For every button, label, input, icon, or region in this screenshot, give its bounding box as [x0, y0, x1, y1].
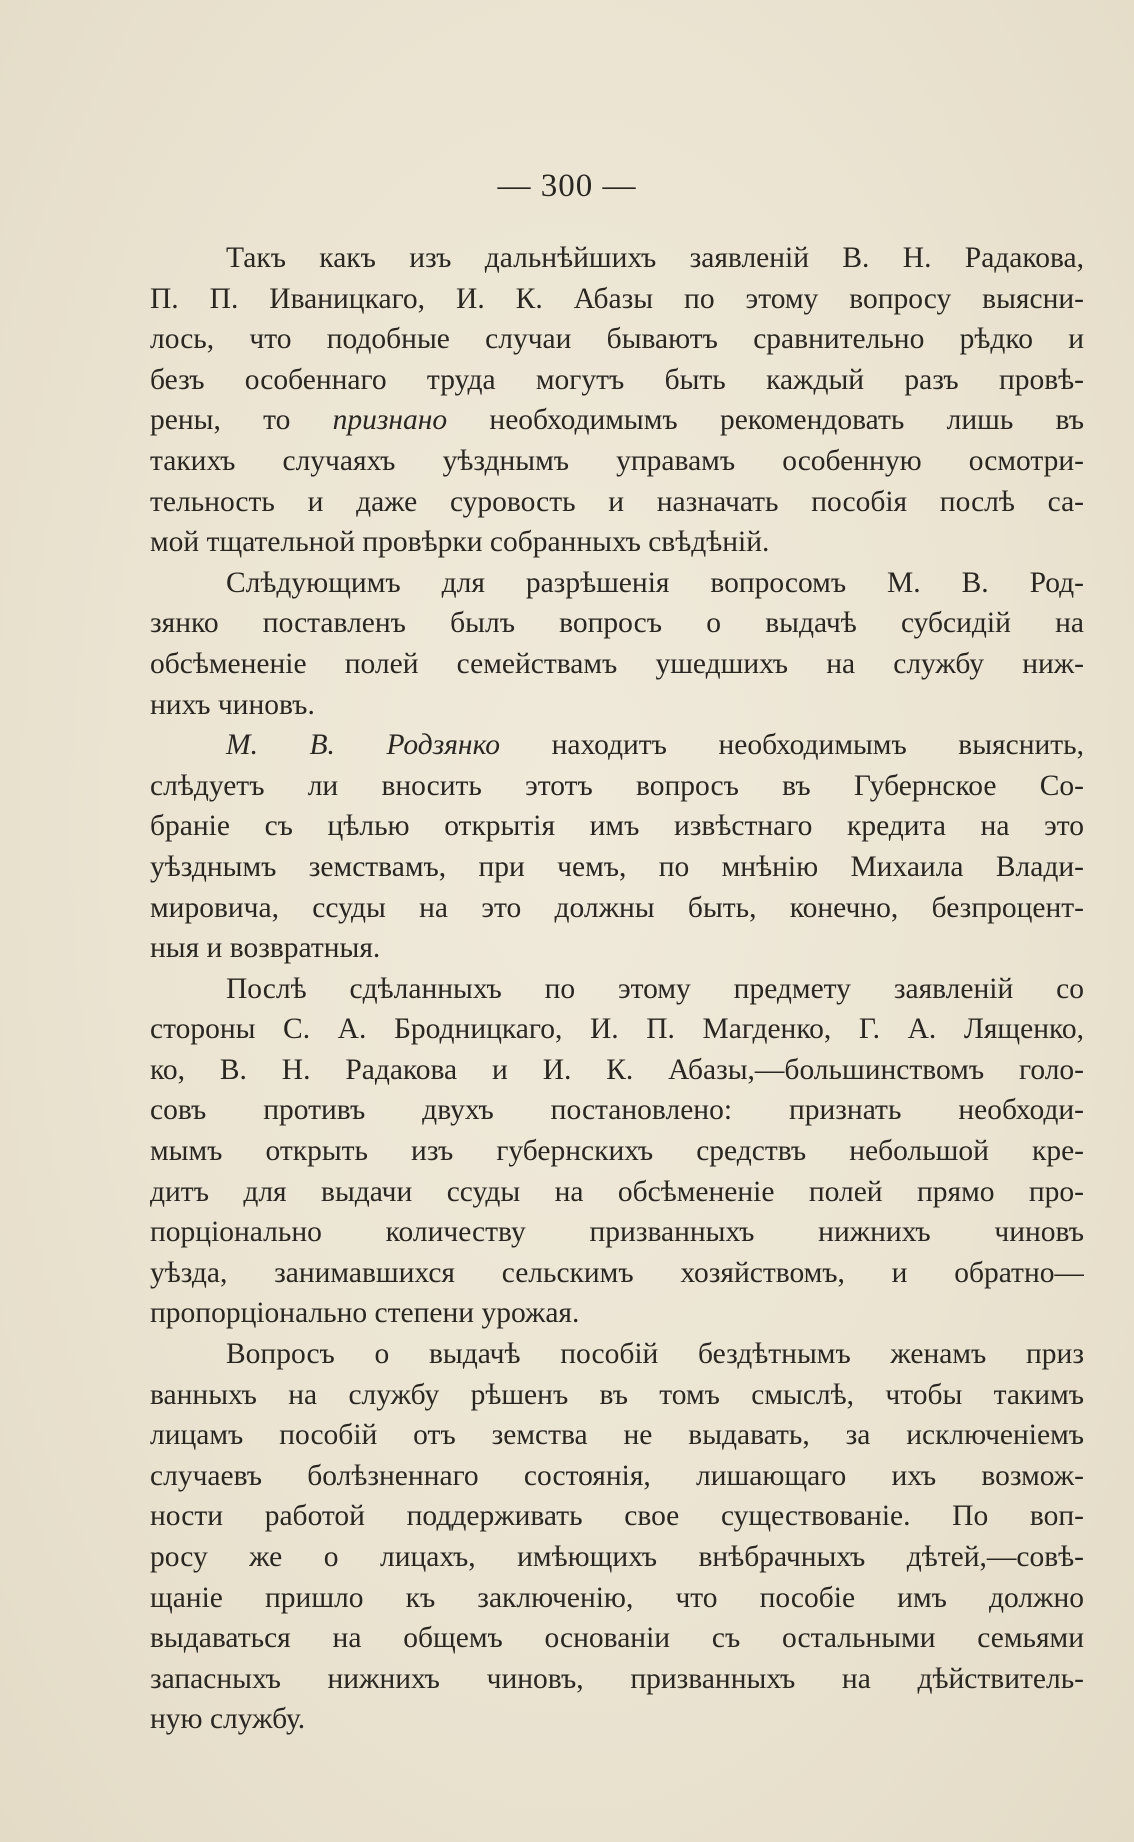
text-line — [150, 766, 1084, 807]
line-text: пропорціонально степени урожая. — [150, 1297, 580, 1330]
text-line — [150, 1415, 1084, 1456]
line-text: необходимымъ рекомендовать лишь въ — [447, 404, 1084, 437]
line-text: уѣзднымъ земствамъ, при чемъ, по мнѣнію Михаила Влади- — [150, 850, 1084, 883]
line-text: находитъ необходимымъ выяснить, — [500, 729, 1084, 762]
line-text: Вопросъ о выдачѣ пособій бездѣтнымъ женамъ приз — [226, 1338, 1084, 1371]
text-line — [150, 1172, 1084, 1213]
italic-emphasis: М. В. Родзянко — [226, 729, 500, 762]
page-number: — 300 — — [497, 168, 637, 204]
text-line — [150, 319, 1084, 360]
line-text: зянко поставленъ былъ вопросъ о выдачѣ субсидій на — [150, 607, 1084, 640]
line-text: порціонально количеству призванныхъ нижнихъ чиновъ — [150, 1216, 1084, 1249]
line-text: ванныхъ на службу рѣшенъ въ томъ смыслѣ, чтобы такимъ — [150, 1378, 1084, 1411]
line-text: дитъ для выдачи ссуды на обсѣмененіе полей прямо про- — [150, 1175, 1084, 1208]
line-text: такихъ случаяхъ уѣзднымъ управамъ особенную осмотри- — [150, 444, 1084, 477]
text-line — [150, 1375, 1084, 1416]
text-line — [150, 1212, 1084, 1253]
text-line — [150, 441, 1084, 482]
line-text: браніе съ цѣлью открытія имъ извѣстнаго кредита на это — [150, 810, 1084, 843]
line-text: П. П. Иваницкаго, И. К. Абазы по этому вопросу выясни- — [150, 282, 1084, 315]
text-line — [150, 603, 1084, 644]
text-line — [150, 1009, 1084, 1050]
line-text: лицамъ пособій отъ земства не выдавать, за исключеніемъ — [150, 1419, 1084, 1452]
text-line — [150, 928, 1084, 969]
line-text: Такъ какъ изъ дальнѣйшихъ заявленій В. Н. Радакова, — [226, 242, 1084, 274]
text-line — [150, 1131, 1084, 1172]
line-text: мой тщательной провѣрки собранныхъ свѣдѣній. — [150, 526, 770, 559]
text-line — [150, 1090, 1084, 1131]
line-text: Слѣдующимъ для разрѣшенія вопросомъ М. В. Род- — [226, 566, 1084, 599]
line-text: слѣдуетъ ли вносить этотъ вопросъ въ Губернское Со- — [150, 769, 1084, 802]
body-text — [150, 238, 1084, 1740]
text-line — [150, 1293, 1084, 1334]
text-line — [150, 847, 1084, 888]
line-text: ности работой поддерживать свое существованіе. По воп- — [150, 1500, 1084, 1533]
italic-emphasis: признано — [332, 404, 448, 437]
text-line — [150, 1050, 1084, 1091]
text-line — [150, 725, 1084, 766]
line-text: Послѣ сдѣланныхъ по этому предмету заявленій со — [226, 972, 1084, 1005]
line-text: стороны С. А. Бродницкаго, И. П. Магденко, Г. А. Лященко, — [150, 1013, 1084, 1046]
line-text: мировича, ссуды на это должны быть, конечно, безпроцент- — [150, 891, 1084, 924]
text-line — [150, 806, 1084, 847]
line-text: совъ противъ двухъ постановлено: признать необходи- — [150, 1094, 1084, 1127]
line-text: росу же о лицахъ, имѣющихъ внѣбрачныхъ дѣтей,—совѣ- — [150, 1541, 1084, 1573]
text-line — [150, 1699, 1084, 1740]
line-text: обсѣмененіе полей семействамъ ушедшихъ на службу ниж- — [150, 647, 1084, 680]
text-line — [150, 1253, 1084, 1294]
line-text: тельность и даже суровость и назначать пособія послѣ са- — [150, 485, 1084, 518]
line-text: случаевъ болѣзненнаго состоянія, лишающаго ихъ возмож- — [150, 1459, 1084, 1492]
text-line — [150, 360, 1084, 401]
text-line — [150, 1578, 1084, 1619]
text-line — [150, 279, 1084, 320]
line-text: ную службу. — [150, 1703, 306, 1736]
text-line — [150, 644, 1084, 685]
text-line — [150, 563, 1084, 604]
text-line — [150, 1659, 1084, 1700]
text-line — [150, 522, 1084, 563]
text-line — [150, 1334, 1084, 1375]
line-text: безъ особеннаго труда могутъ быть каждый разъ провѣ- — [150, 363, 1084, 396]
line-text: нихъ чиновъ. — [150, 688, 315, 721]
text-line — [150, 888, 1084, 929]
line-text: ныя и возвратныя. — [150, 932, 381, 965]
line-text: щаніе пришло къ заключенію, что пособіе имъ должно — [150, 1581, 1084, 1614]
text-line — [150, 1456, 1084, 1497]
text-line — [150, 238, 1084, 279]
line-text: ко, В. Н. Радакова и И. К. Абазы,—большинствомъ голо- — [150, 1053, 1084, 1086]
text-line — [150, 685, 1084, 726]
text-line — [150, 1496, 1084, 1537]
line-text: рены, то — [150, 404, 333, 437]
text-line — [150, 1537, 1084, 1578]
text-line — [150, 969, 1084, 1010]
line-text: мымъ открыть изъ губернскихъ средствъ небольшой кре- — [150, 1135, 1084, 1168]
text-line — [150, 1618, 1084, 1659]
line-text: лось, что подобные случаи бываютъ сравнительно рѣдко и — [150, 323, 1084, 356]
text-line — [150, 482, 1084, 523]
line-text: запасныхъ нижнихъ чиновъ, призванныхъ на дѣйствитель- — [150, 1662, 1084, 1695]
text-line — [150, 400, 1084, 441]
line-text: выдаваться на общемъ основаніи съ остальными семьями — [150, 1622, 1084, 1655]
line-text: уѣзда, занимавшихся сельскимъ хозяйствомъ, и обратно— — [150, 1256, 1084, 1289]
